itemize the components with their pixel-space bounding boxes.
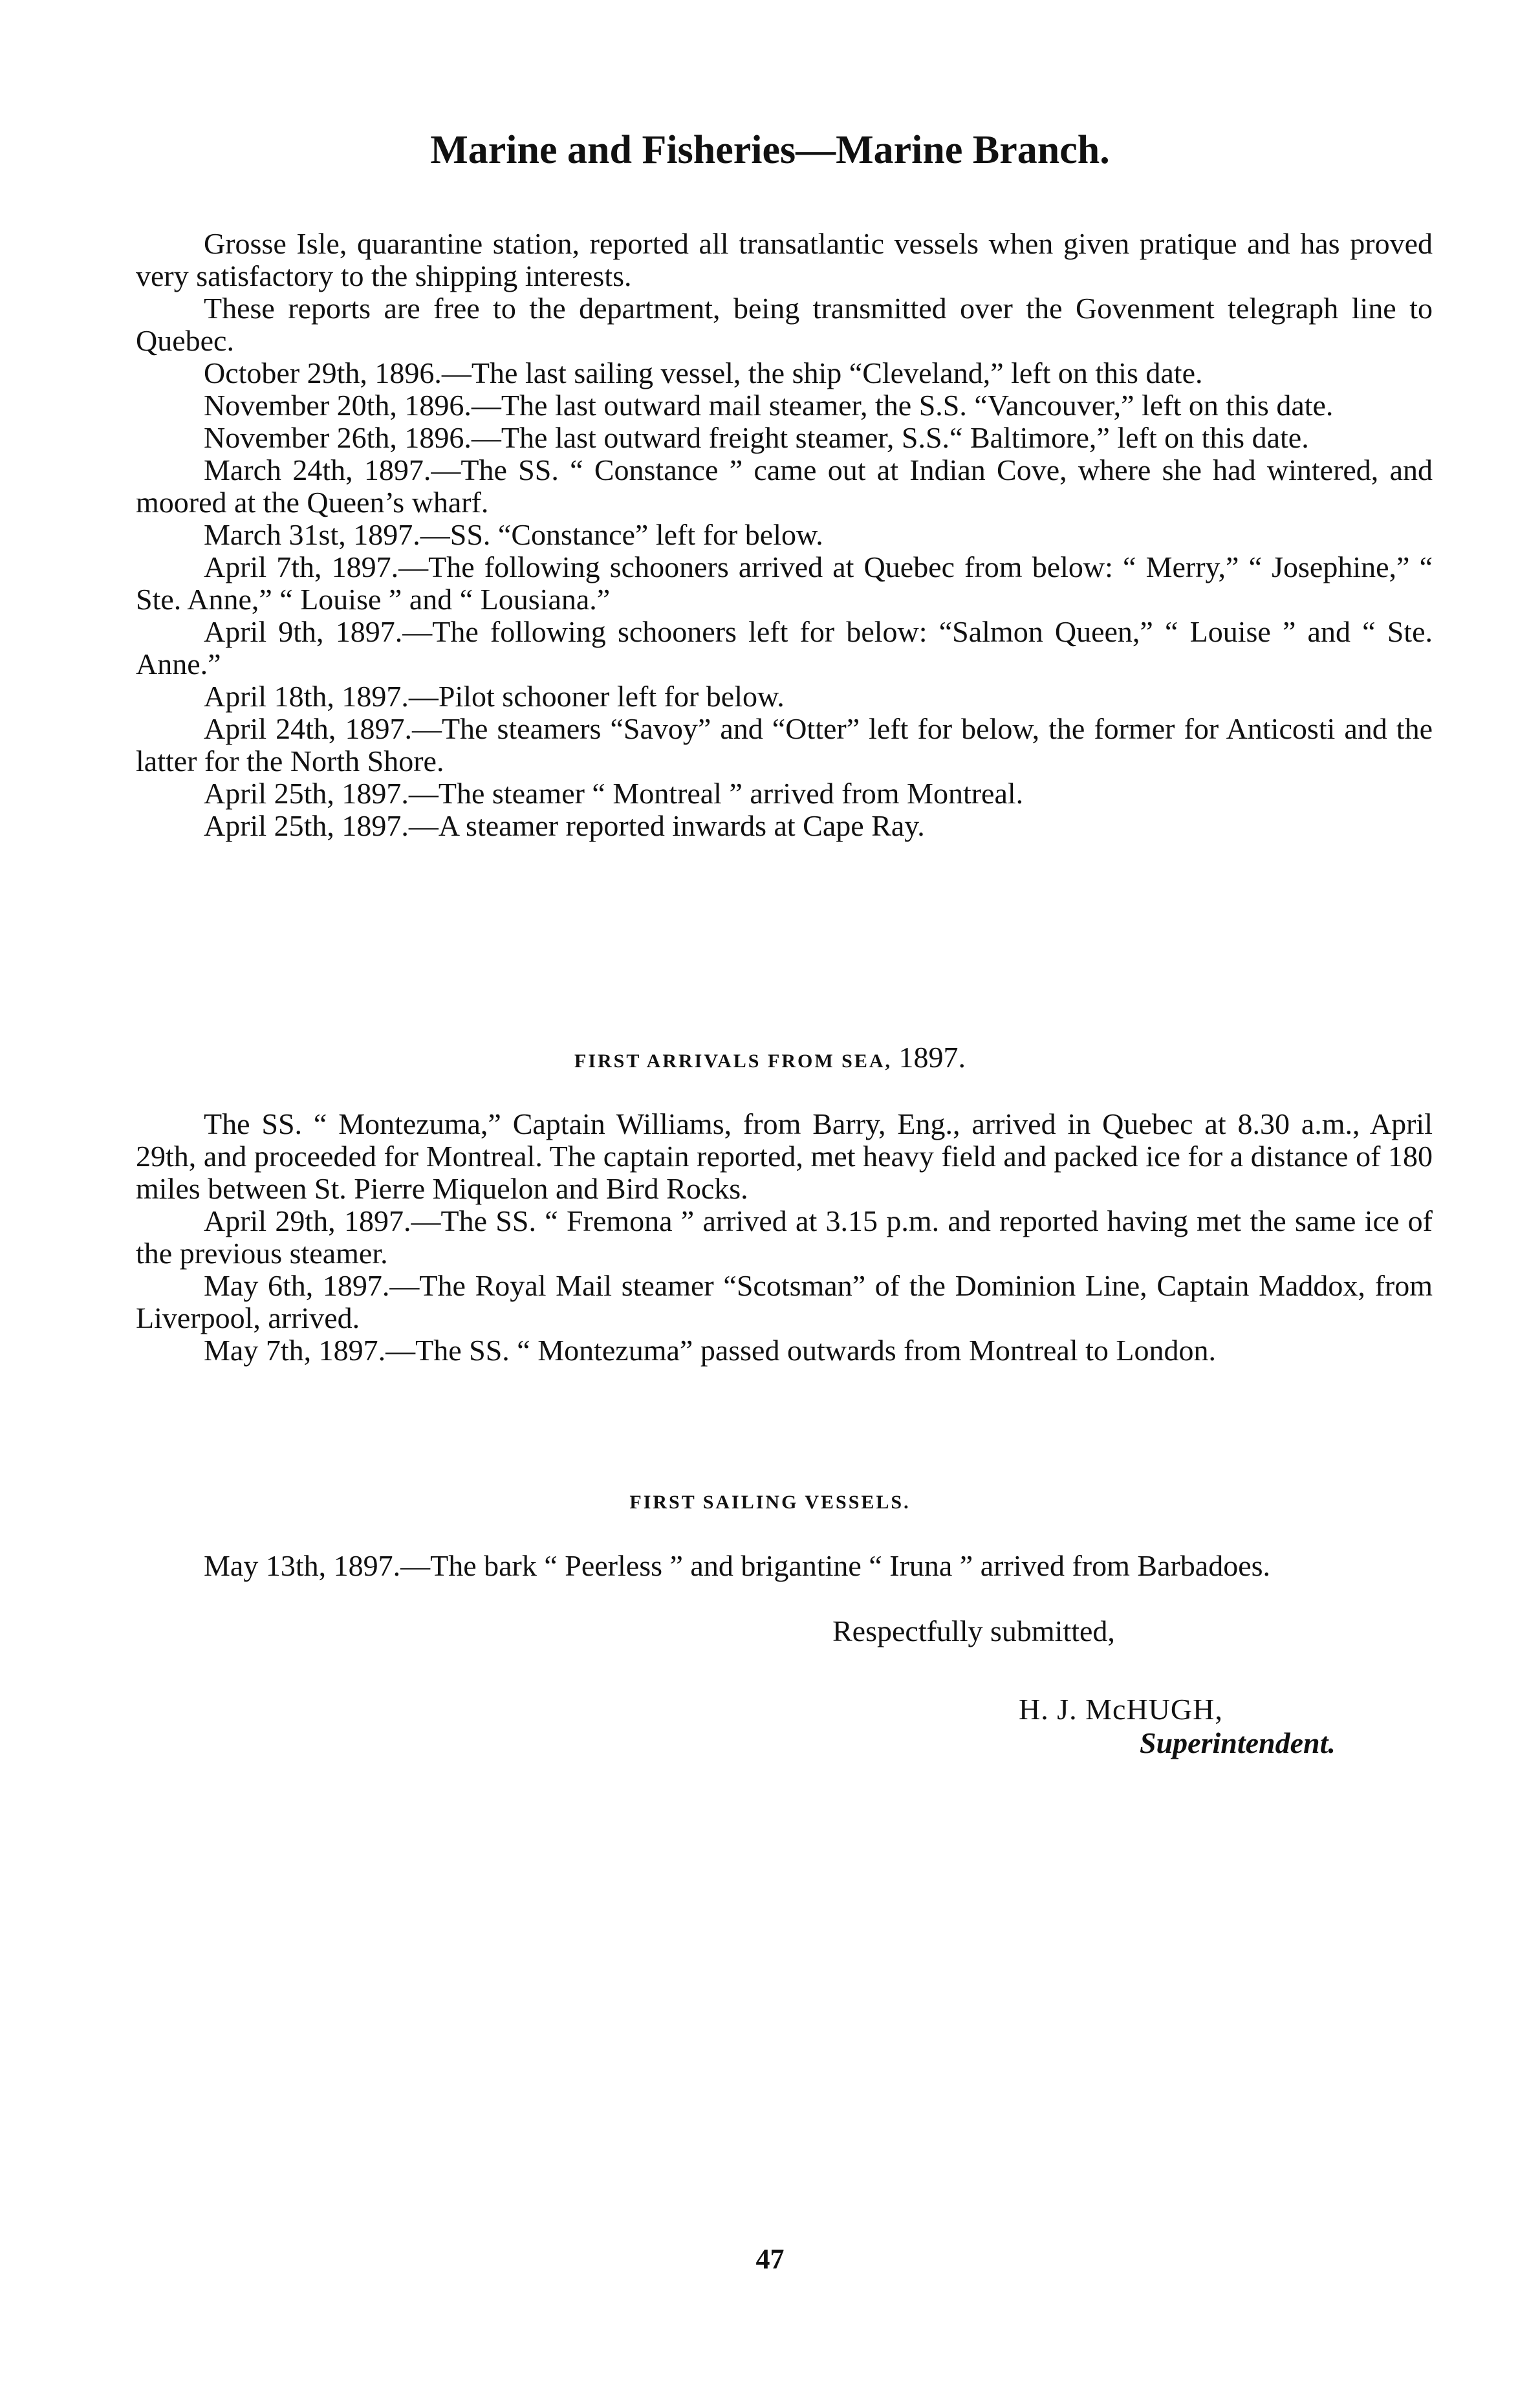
signer-role: Superintendent. [1140, 1726, 1336, 1759]
paragraph: May 13th, 1897.—The bark “ Peerless ” and brigantine “ Iruna ” arrived from Barbadoes. [204, 1549, 1271, 1582]
section-heading-text: FIRST ARRIVALS FROM SEA, [574, 1050, 892, 1072]
paragraph: March 31st, 1897.—SS. “Constance” left for below. [204, 518, 823, 551]
section-heading-year: 1897. [898, 1041, 966, 1074]
paragraph: October 29th, 1896.—The last sailing vessel, the ship “Cleveland,” left on this date. [204, 356, 1203, 389]
paragraph: April 18th, 1897.—Pilot schooner left for below. [204, 680, 785, 713]
intro-section [136, 228, 1433, 842]
paragraph: The SS. “ Montezuma,” Captain Williams, from Barry, Eng., arrived in Quebec at 8.30 a.m., April 29th, and proceeded for Montreal. The captain reported, met heavy field and packed ice for a distance of 180 miles between St. Pierre Miquelon and Bird Rocks. [136, 1107, 1433, 1205]
arrivals-section [136, 1108, 1433, 1367]
page-number: 47 [755, 2243, 785, 2275]
paragraph: These reports are free to the department, being transmitted over the Govenment telegraph line to Quebec. [136, 292, 1433, 357]
paragraph: April 9th, 1897.—The following schooners left for below: “Salmon Queen,” “ Louise ” and “ Ste. Anne.” [136, 615, 1433, 680]
paragraph: April 7th, 1897.—The following schooners arrived at Quebec from below: “ Merry,” “ Josephine,” “ Ste. Anne,” “ Louise ” and “ Lousiana.” [136, 550, 1433, 616]
page-title: Marine and Fisheries—Marine Branch. [430, 128, 1110, 172]
signer-name: H. J. McHUGH, [1019, 1693, 1223, 1726]
closing-line: Respectfully submitted, [832, 1614, 1115, 1647]
section-heading-first-sailing: FIRST SAILING VESSELS. [629, 1492, 911, 1513]
sailing-section [136, 1550, 1433, 1582]
paragraph: November 20th, 1896.—The last outward mail steamer, the S.S. “Vancouver,” left on this date. [204, 389, 1334, 422]
paragraph: March 24th, 1897.—The SS. “ Constance ” came out at Indian Cove, where she had wintered, and moored at the Queen’s wharf. [136, 453, 1433, 519]
paragraph: April 25th, 1897.—The steamer “ Montreal ” arrived from Montreal. [204, 777, 1024, 810]
paragraph: May 6th, 1897.—The Royal Mail steamer “Scotsman” of the Dominion Line, Captain Maddox, from Liverpool, arrived. [136, 1269, 1433, 1334]
paragraph: November 26th, 1896.—The last outward freight steamer, S.S.“ Baltimore,” left on this date. [204, 421, 1309, 454]
paragraph: April 29th, 1897.—The SS. “ Fremona ” arrived at 3.15 p.m. and reported having met the same ice of the previous steamer. [136, 1204, 1433, 1270]
paragraph: April 25th, 1897.—A steamer reported inwards at Cape Ray. [204, 809, 925, 842]
paragraph: Grosse Isle, quarantine station, reported all transatlantic vessels when given pratique and has proved very satisfactory to the shipping interests. [136, 227, 1433, 292]
paragraph: April 24th, 1897.—The steamers “Savoy” and “Otter” left for below, the former for Anticosti and the latter for the North Shore. [136, 712, 1433, 777]
paragraph: May 7th, 1897.—The SS. “ Montezuma” passed outwards from Montreal to London. [204, 1334, 1217, 1367]
section-heading-first-arrivals [0, 1041, 1540, 1078]
